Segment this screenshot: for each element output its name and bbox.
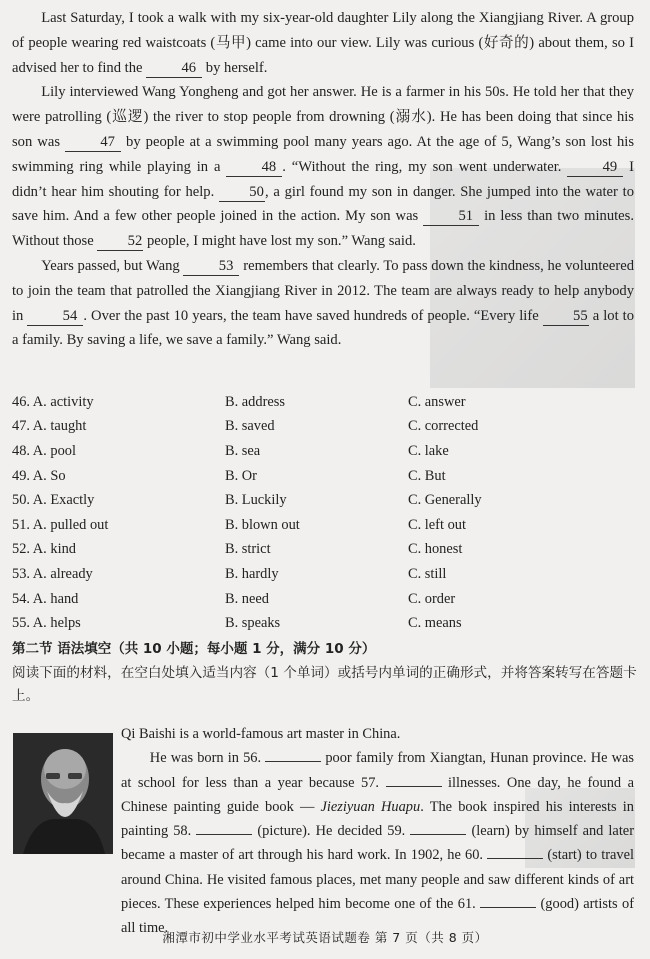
option-row: 53. A. already B. hardly C. still <box>12 565 447 582</box>
blank-46: 46 <box>146 60 202 78</box>
book-title: Jieziyuan Huapu <box>320 798 421 815</box>
option-row: 47. A. taught B. saved C. corrected <box>12 418 479 435</box>
portrait-photo <box>13 733 113 854</box>
page-footer: 湘潭市初中学业水平考试英语试题卷 第 7 页（共 8 页） <box>162 930 488 945</box>
grammar-line-1: Qi Baishi is a world-famous art master in China. <box>121 726 401 742</box>
grammar-passage-top <box>121 722 634 941</box>
option-row: 50. A. Exactly B. Luckily C. Generally <box>12 492 482 509</box>
blank-52: 52 <box>97 233 143 251</box>
blank-48: 48 <box>226 159 282 177</box>
blank-57 <box>386 786 442 787</box>
option-row: 55. A. helps B. speaks C. means <box>12 615 462 632</box>
blank-55: 55 <box>543 308 589 326</box>
section-heading: 第二节 语法填空（共 10 小题；每小题 1 分，满分 10 分） <box>12 641 376 657</box>
blank-47: 47 <box>65 134 121 152</box>
option-row: 46. A. activity B. address C. answer <box>12 393 466 410</box>
paragraph-1: Last Saturday, I took a walk with my six-year-old daughter Lily along the Xiangjiang River. A group of people wearing red waistcoats (马甲) came into our view. Lily was curious (好奇的) about them, so I advised her to find the 46 by herself. <box>12 10 634 76</box>
blank-50: 50 <box>219 184 265 202</box>
option-row: 48. A. pool B. sea C. lake <box>12 442 449 459</box>
option-row: 49. A. So B. Or C. But <box>12 467 446 484</box>
blank-61 <box>480 907 536 908</box>
paragraph-2: Lily interviewed Wang Yongheng and got her answer. He is a farmer in his 50s. He told her that they were patrolling (巡逻) the river to stop people from drowning (溺水). He has been doing that since his son was 47 by people at a swimming pool many years ago. At the age of 5, Wang’s son lost his swimming ring while playing in a 48 . “Without the ring, my son went underwater. 49 I didn’t hear him shouting for help. 50, a girl found my son in danger. She jumped into the water to save him. And a few other people joined in the action. My son was 51 in less than two minutes. Without those 52 people, I might have lost my son.” Wang said. <box>12 84 634 250</box>
blank-53: 53 <box>183 258 239 276</box>
blank-56 <box>265 761 321 762</box>
blank-59 <box>410 834 466 835</box>
blank-58 <box>196 834 252 835</box>
blank-60 <box>487 858 543 859</box>
blank-49: 49 <box>567 159 623 177</box>
option-row: 54. A. hand B. need C. order <box>12 590 456 607</box>
option-row: 51. A. pulled out B. blown out C. left out <box>12 516 466 533</box>
grammar-line-2: He was born in 56. poor family from Xiangtan, Hunan province. He was at school for less than a year because 57. illnesses. One day, he found a Chinese painting guide book — Jieziyuan Huapu. The book inspired his interests in painting 58. (picture). He decided 59. (learn) by himself and later became a master of art through his hard work. In 1902, he 60. (start) to travel around China. He visited famous places, met many people and saw different kinds of art pieces. These experiences helped him become one of the 61. (good) artists of all time. <box>121 750 635 937</box>
blank-54: 54 <box>27 308 83 326</box>
blank-51: 51 <box>423 208 479 226</box>
paragraph-3: Years passed, but Wang 53 remembers that clearly. To pass down the kindness, he volunteered to join the team that patrolled the Xiangjiang River in 2012. The team are always ready to help anybody in 54 . Over the past 10 years, the team have saved hundreds of people. “Every life 55 a lot to a family. By saving a life, we save a family.” Wang said. <box>12 257 634 349</box>
section-instruction: 阅读下面的材料，在空白处填入适当内容（1 个单词）或括号内单词的正确形式，并将答案转写在答题卡上。 <box>12 665 637 704</box>
option-row: 52. A. kind B. strict C. honest <box>12 541 463 558</box>
cloze-passage <box>12 6 634 353</box>
answer-options <box>12 390 642 636</box>
elderly-man-portrait-icon <box>13 733 113 854</box>
